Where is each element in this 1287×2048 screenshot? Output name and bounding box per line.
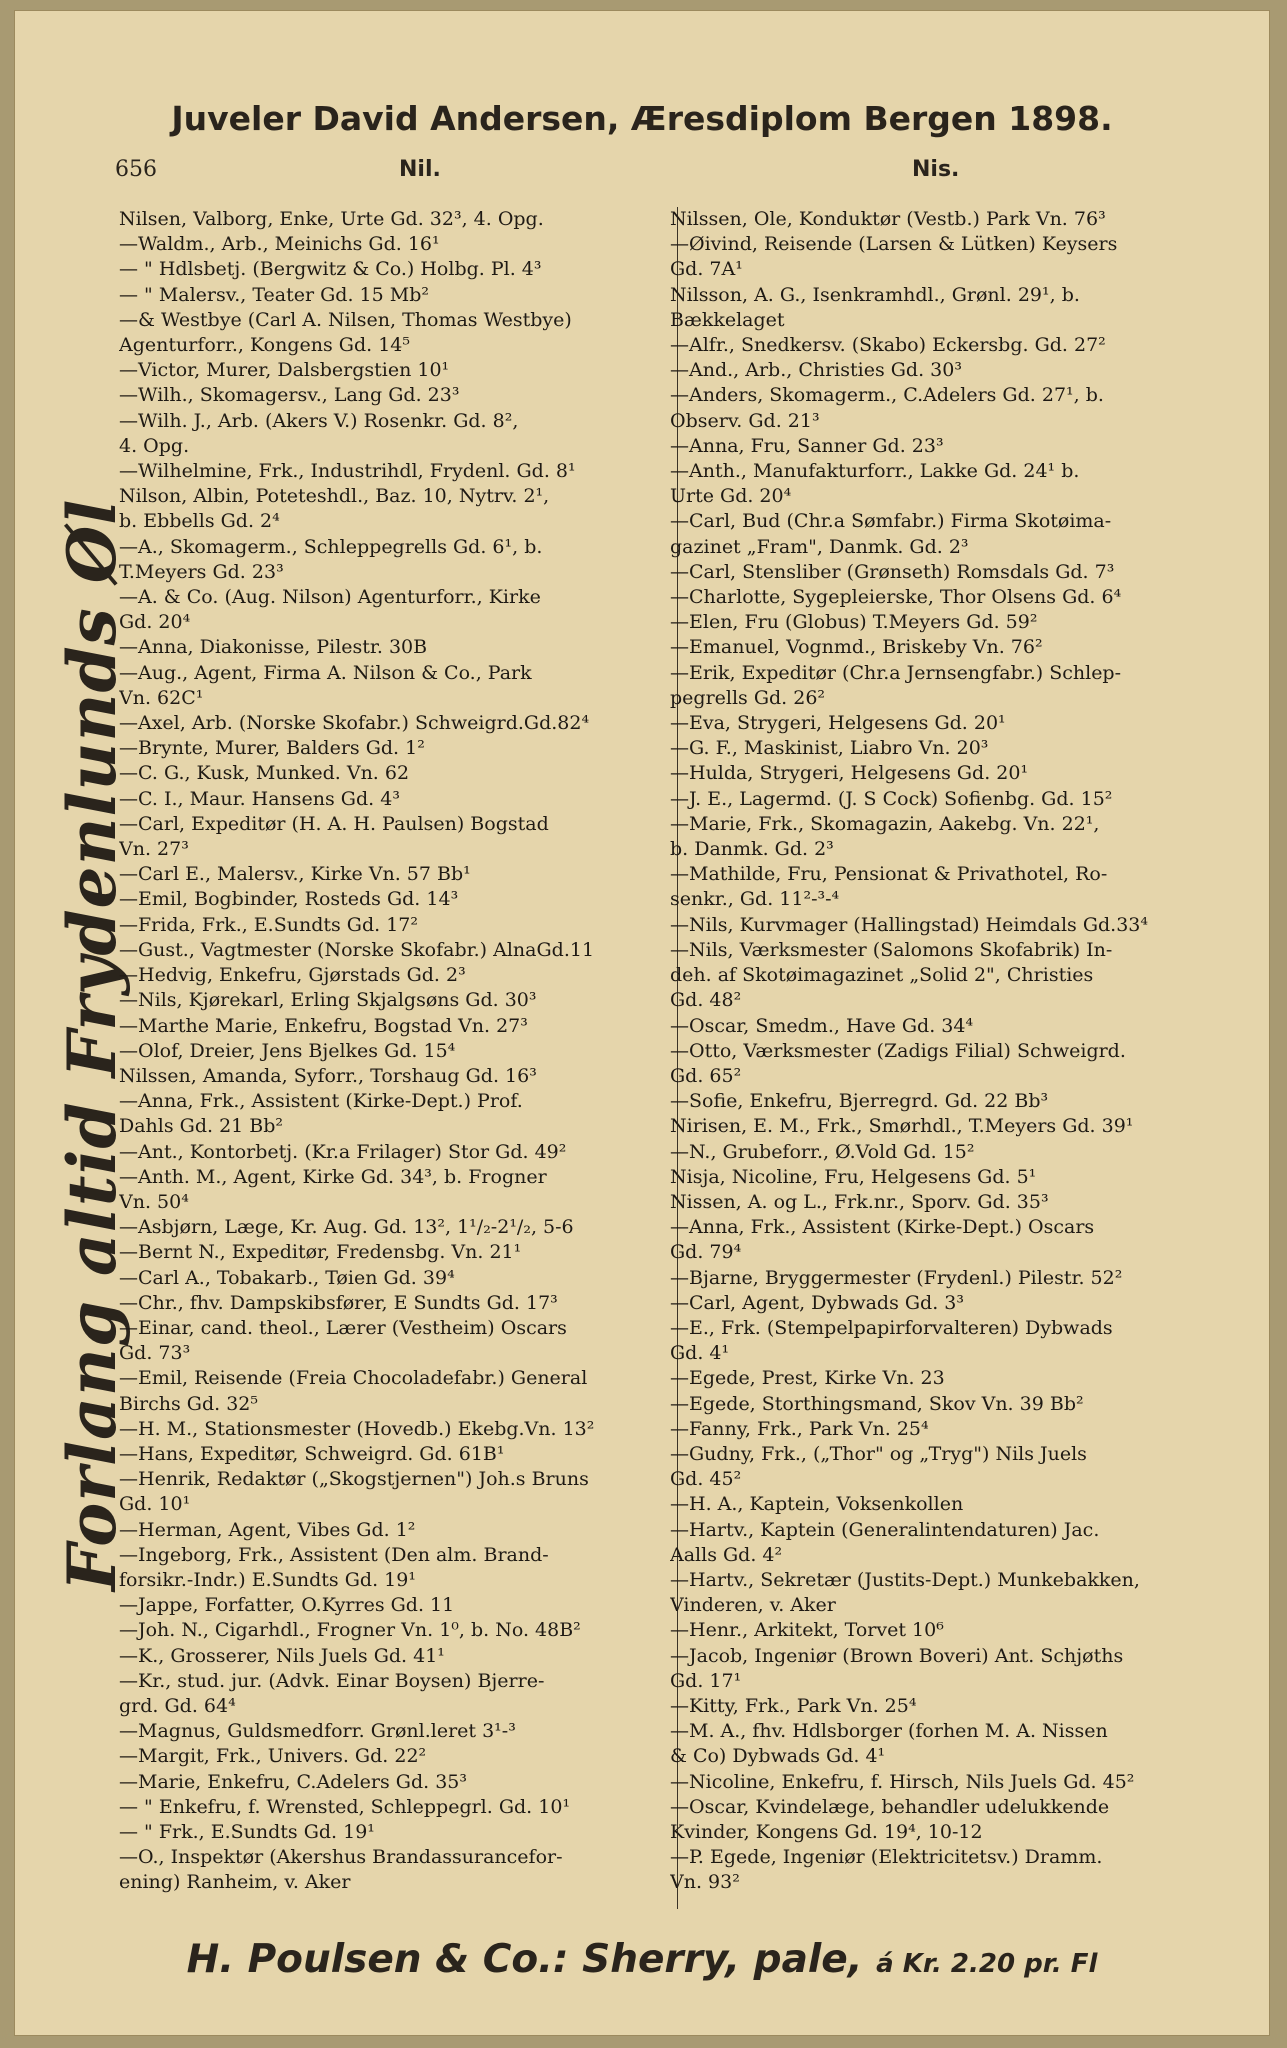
- directory-entry-line: —Carl, Expeditør (H. A. H. Paulsen) Bogstad: [119, 812, 549, 835]
- footer-ad-price: á Kr. 2.20 pr. Fl: [876, 1949, 1098, 1979]
- directory-entry-line: —Jappe, Forfatter, O.Kyrres Gd. 11: [119, 1594, 455, 1617]
- directory-entry-line: Agenturforr., Kongens Gd. 14⁵: [119, 334, 410, 357]
- directory-entry-line: Gd. 73³: [119, 1342, 191, 1365]
- directory-entry-line: —Alfr., Snedkersv. (Skabo) Eckersbg. Gd. 27²: [670, 334, 1106, 357]
- directory-entry-line: —Eva, Strygeri, Helgesens Gd. 20¹: [670, 712, 1006, 735]
- directory-entry-line: Vn. 27³: [119, 838, 189, 861]
- directory-entry-line: b. Danmk. Gd. 2³: [670, 838, 834, 861]
- directory-entry-line: —Joh. N., Cigarhdl., Frogner Vn. 1⁰, b. No. 48B²: [119, 1619, 581, 1642]
- directory-entry-line: —Anna, Frk., Assistent (Kirke-Dept.) Prof.: [119, 1090, 523, 1113]
- directory-entry-line: —Anth. M., Agent, Kirke Gd. 34³, b. Frogner: [119, 1165, 547, 1188]
- directory-entry-line: Gd. 79⁴: [670, 1241, 742, 1264]
- directory-entry-line: —M. A., fhv. Hdlsborger (forhen M. A. Nissen: [670, 1720, 1108, 1743]
- directory-entry-line: Gd. 65²: [670, 1064, 742, 1087]
- directory-entry-line: pegrells Gd. 26²: [670, 686, 826, 709]
- directory-entry-line: —Ingeborg, Frk., Assistent (Den alm. Brand-: [119, 1543, 549, 1566]
- directory-entry-line: —And., Arb., Christies Gd. 30³: [670, 359, 962, 382]
- directory-entry-line: b. Ebbells Gd. 2⁴: [119, 510, 280, 533]
- directory-entry-line: —Charlotte, Sygepleierske, Thor Olsens Gd. 6⁴: [670, 586, 1122, 609]
- directory-entry-line: —Anna, Fru, Sanner Gd. 23³: [670, 434, 944, 457]
- directory-entry-line: —Henrik, Redaktør („Skogstjernen") Joh.s Bruns: [119, 1468, 589, 1491]
- directory-entry-line: —Gust., Vagtmester (Norske Skofabr.) AlnaGd.11: [119, 938, 595, 961]
- directory-entry-line: — " Malersv., Teater Gd. 15 Mb²: [119, 283, 429, 306]
- header-advertisement: Juveler David Andersen, Æresdiplom Bergen 1898.: [171, 99, 1113, 138]
- directory-entry-line: —H. M., Stationsmester (Hovedb.) Ekebg.Vn. 13²: [119, 1417, 595, 1440]
- guideword-right: Nis.: [912, 157, 960, 182]
- directory-entry-line: Aalls Gd. 4²: [670, 1543, 783, 1566]
- directory-entry-line: —Anna, Frk., Assistent (Kirke-Dept.) Oscars: [670, 1216, 1095, 1239]
- directory-entry-line: — " Hdlsbetj. (Bergwitz & Co.) Holbg. Pl. 4³: [119, 258, 542, 281]
- directory-entry-line: —Erik, Expeditør (Chr.a Jernsengfabr.) Schlep-: [670, 661, 1122, 684]
- directory-entry-line: —Hedvig, Enkefru, Gjørstads Gd. 2³: [119, 964, 466, 987]
- directory-entry-line: —Nils, Kurvmager (Hallingstad) Heimdals Gd.33⁴: [670, 913, 1149, 936]
- directory-entry-line: —Otto, Værksmester (Zadigs Filial) Schweigrd.: [670, 1039, 1126, 1062]
- directory-entry-line: Dahls Gd. 21 Bb²: [119, 1115, 284, 1138]
- directory-entry-line: —Emil, Reisende (Freia Chocoladefabr.) General: [119, 1367, 588, 1390]
- directory-entry-line: —Olof, Dreier, Jens Bjelkes Gd. 15⁴: [119, 1039, 456, 1062]
- directory-entry-line: & Co) Dybwads Gd. 4¹: [670, 1745, 886, 1768]
- directory-entry-line: —C. G., Kusk, Munked. Vn. 62: [119, 762, 410, 785]
- directory-entry-line: Vn. 50⁴: [119, 1190, 189, 1213]
- directory-entry-line: —Magnus, Guldsmedforr. Grønl.leret 3¹-³: [119, 1720, 516, 1743]
- directory-entry-line: Birchs Gd. 32⁵: [119, 1392, 259, 1415]
- directory-entry-line: —P. Egede, Ingeniør (Elektricitetsv.) Dramm.: [670, 1846, 1103, 1869]
- directory-entry-line: 4. Opg.: [119, 434, 190, 457]
- directory-entry-line: —C. I., Maur. Hansens Gd. 4³: [119, 787, 400, 810]
- directory-entry-line: —Emil, Bogbinder, Rosteds Gd. 14³: [119, 888, 459, 911]
- directory-entry-line: — " Frk., E.Sundts Gd. 19¹: [119, 1821, 375, 1843]
- directory-entry-line: —Bernt N., Expeditør, Fredensbg. Vn. 21¹: [119, 1241, 522, 1264]
- directory-entry-line: —Marie, Frk., Skomagazin, Aakebg. Vn. 22¹,: [670, 812, 1100, 835]
- directory-entry-line: —Bjarne, Bryggermester (Frydenl.) Pilestr. 52²: [670, 1266, 1123, 1289]
- directory-entry-line: —Anna, Diakonisse, Pilestr. 30B: [119, 636, 428, 659]
- directory-entry-line: Gd. 7A¹: [670, 258, 743, 281]
- directory-entry-line: Nilson, Albin, Poteteshdl., Baz. 10, Nytrv. 2¹,: [119, 485, 550, 508]
- directory-entry-line: —O., Inspektør (Akershus Brandassurancefor-: [119, 1846, 563, 1869]
- directory-entry-line: —Kitty, Frk., Park Vn. 25⁴: [670, 1694, 917, 1717]
- directory-entry-line: —Oscar, Kvindelæge, behandler udelukkende: [670, 1795, 1110, 1818]
- directory-entry-line: —Einar, cand. theol., Lærer (Vestheim) Oscars: [119, 1316, 567, 1339]
- directory-entry-line: —Anders, Skomagerm., C.Adelers Gd. 27¹, b.: [670, 384, 1104, 407]
- directory-entry-line: Bækkelaget: [670, 308, 785, 331]
- directory-entry-line: Gd. 20⁴: [119, 611, 191, 634]
- directory-entry-line: —N., Grubeforr., Ø.Vold Gd. 15²: [670, 1140, 975, 1163]
- directory-entry-line: —Victor, Murer, Dalsbergstien 10¹: [119, 359, 450, 382]
- page-number: 656: [115, 157, 157, 182]
- directory-entry-line: —Emanuel, Vognmd., Briskeby Vn. 76²: [670, 636, 1043, 659]
- side-advertisement: Forlang altid Frydenlunds Øl: [53, 498, 131, 1591]
- directory-entry-line: —Carl A., Tobakarb., Tøien Gd. 39⁴: [119, 1266, 455, 1289]
- directory-entry-line: —Nicoline, Enkefru, f. Hirsch, Nils Juels Gd. 45²: [670, 1770, 1135, 1793]
- directory-entry-line: T.Meyers Gd. 23³: [119, 560, 284, 583]
- directory-entry-line: —H. A., Kaptein, Voksenkollen: [670, 1493, 964, 1516]
- directory-entry-line: —Hartv., Kaptein (Generalintendaturen) Jac.: [670, 1518, 1100, 1541]
- directory-entry-line: —Chr., fhv. Dampskibsfører, E Sundts Gd. 17³: [119, 1291, 558, 1314]
- directory-entry-line: —Egede, Storthingsmand, Skov Vn. 39 Bb²: [670, 1392, 1084, 1415]
- directory-entry-line: —A. & Co. (Aug. Nilson) Agenturforr., Kirke: [119, 586, 541, 609]
- directory-page: [14, 10, 1270, 2036]
- directory-entry-line: —Kr., stud. jur. (Advk. Einar Boysen) Bjerre-: [119, 1669, 545, 1692]
- directory-entry-line: Observ. Gd. 21³: [670, 409, 820, 432]
- right-column: [670, 207, 1230, 1896]
- directory-entry-line: gazinet „Fram", Danmk. Gd. 2³: [670, 535, 969, 558]
- directory-entry-line: —Henr., Arkitekt, Torvet 10⁶: [670, 1619, 944, 1642]
- directory-entry-line: —E., Frk. (Stempelpapirforvalteren) Dybwads: [670, 1316, 1113, 1339]
- directory-entry-line: —Marie, Enkefru, C.Adelers Gd. 35³: [119, 1770, 467, 1793]
- directory-entry-line: —Waldm., Arb., Meinichs Gd. 16¹: [119, 233, 440, 256]
- directory-entry-line: deh. af Skotøimagazinet „Solid 2", Christies: [670, 964, 1094, 987]
- directory-entry-line: —Wilh., Skomagersv., Lang Gd. 23³: [119, 384, 460, 407]
- directory-entry-line: —Frida, Frk., E.Sundts Gd. 17²: [119, 913, 419, 936]
- directory-entry-line: Nilsen, Valborg, Enke, Urte Gd. 32³, 4. Opg.: [119, 208, 544, 230]
- directory-entry-line: —G. F., Maskinist, Liabro Vn. 20³: [670, 737, 989, 760]
- guideword-left: Nil.: [399, 157, 441, 182]
- left-column: [119, 207, 675, 1896]
- directory-entry-line: —Fanny, Frk., Park Vn. 25⁴: [670, 1417, 929, 1440]
- footer-advertisement: [15, 1937, 1269, 1982]
- directory-entry-line: Nilsson, A. G., Isenkramhdl., Grønl. 29¹, b.: [670, 283, 1080, 306]
- directory-entry-line: Vn. 62C¹: [119, 686, 204, 709]
- directory-entry-line: —Carl, Agent, Dybwads Gd. 3³: [670, 1291, 964, 1314]
- directory-entry-line: Nilssen, Ole, Konduktør (Vestb.) Park Vn. 76³: [670, 208, 1106, 230]
- directory-entry-line: —Hans, Expeditør, Schweigrd. Gd. 61B¹: [119, 1442, 505, 1465]
- directory-entry-line: Nissen, A. og L., Frk.nr., Sporv. Gd. 35³: [670, 1190, 1049, 1213]
- directory-entry-line: Gd. 45²: [670, 1468, 742, 1491]
- footer-ad-main: H. Poulsen & Co.: Sherry, pale,: [186, 1937, 863, 1982]
- directory-entry-line: —Hartv., Sekretær (Justits-Dept.) Munkebakken,: [670, 1568, 1140, 1591]
- directory-entry-line: —Egede, Prest, Kirke Vn. 23: [670, 1367, 945, 1390]
- directory-entry-line: —Sofie, Enkefru, Bjerregrd. Gd. 22 Bb³: [670, 1090, 1049, 1113]
- directory-entry-line: — " Enkefru, f. Wrensted, Schleppegrl. Gd. 10¹: [119, 1795, 571, 1818]
- directory-entry-line: —Brynte, Murer, Balders Gd. 1²: [119, 737, 425, 760]
- directory-entry-line: Gd. 48²: [670, 989, 742, 1012]
- directory-entry-line: Gd. 10¹: [119, 1493, 191, 1516]
- directory-entry-line: —Carl, Stensliber (Grønseth) Romsdals Gd. 7³: [670, 560, 1115, 583]
- directory-entry-line: —Aug., Agent, Firma A. Nilson & Co., Park: [119, 661, 532, 684]
- directory-entry-line: Vinderen, v. Aker: [670, 1594, 836, 1617]
- directory-entry-line: —Nils, Kjørekarl, Erling Skjalgsøns Gd. 30³: [119, 989, 537, 1012]
- directory-entry-line: —Herman, Agent, Vibes Gd. 1²: [119, 1518, 416, 1541]
- directory-entry-line: —Øivind, Reisende (Larsen & Lütken) Keysers: [670, 233, 1118, 256]
- directory-entry-line: —Ant., Kontorbetj. (Kr.a Frilager) Stor Gd. 49²: [119, 1140, 567, 1163]
- directory-entry-line: —Asbjørn, Læge, Kr. Aug. Gd. 13², 1¹/₂-2¹/₂, 5-6: [119, 1216, 574, 1239]
- directory-entry-line: —Gudny, Frk., („Thor" og „Tryg") Nils Juels: [670, 1442, 1087, 1465]
- directory-entry-line: —Elen, Fru (Globus) T.Meyers Gd. 59²: [670, 611, 1038, 634]
- directory-entry-line: Kvinder, Kongens Gd. 19⁴, 10-12: [670, 1821, 983, 1843]
- directory-entry-line: —Oscar, Smedm., Have Gd. 34⁴: [670, 1014, 974, 1037]
- directory-entry-line: Nilssen, Amanda, Syforr., Torshaug Gd. 16³: [119, 1064, 537, 1087]
- directory-entry-line: —Wilhelmine, Frk., Industrihdl, Frydenl. Gd. 8¹: [119, 460, 576, 483]
- directory-entry-line: —Hulda, Strygeri, Helgesens Gd. 20¹: [670, 762, 1029, 785]
- directory-entry-line: senkr., Gd. 11²-³-⁴: [670, 888, 840, 911]
- directory-entry-line: —& Westbye (Carl A. Nilsen, Thomas Westbye): [119, 308, 572, 331]
- directory-entry-line: —Carl E., Malersv., Kirke Vn. 57 Bb¹: [119, 863, 471, 886]
- directory-entry-line: —J. E., Lagermd. (J. S Cock) Sofienbg. Gd. 15²: [670, 787, 1113, 810]
- directory-entry-line: Gd. 17¹: [670, 1669, 742, 1692]
- directory-entry-line: —Wilh. J., Arb. (Akers V.) Rosenkr. Gd. 8²,: [119, 409, 519, 432]
- directory-entry-line: —Anth., Manufakturforr., Lakke Gd. 24¹ b.: [670, 460, 1080, 483]
- directory-entry-line: Nisja, Nicoline, Fru, Helgesens Gd. 5¹: [670, 1165, 1037, 1188]
- directory-entry-line: —Carl, Bud (Chr.a Sømfabr.) Firma Skotøima-: [670, 510, 1112, 533]
- directory-entry-line: —Margit, Frk., Univers. Gd. 22²: [119, 1745, 427, 1768]
- directory-entry-line: Gd. 4¹: [670, 1342, 730, 1365]
- directory-entry-line: —A., Skomagerm., Schleppegrells Gd. 6¹, b.: [119, 535, 543, 558]
- directory-entry-line: grd. Gd. 64⁴: [119, 1694, 236, 1717]
- directory-entry-line: ening) Ranheim, v. Aker: [119, 1871, 351, 1894]
- directory-entry-line: —K., Grosserer, Nils Juels Gd. 41¹: [119, 1644, 445, 1667]
- directory-entry-line: forsikr.-Indr.) E.Sundts Gd. 19¹: [119, 1568, 416, 1591]
- directory-entry-line: —Mathilde, Fru, Pensionat & Privathotel, Ro-: [670, 863, 1108, 886]
- directory-entry-line: —Jacob, Ingeniør (Brown Boveri) Ant. Schjøths: [670, 1644, 1124, 1667]
- directory-entry-line: Urte Gd. 20⁴: [670, 485, 792, 508]
- directory-entry-line: —Marthe Marie, Enkefru, Bogstad Vn. 27³: [119, 1014, 528, 1037]
- directory-entry-line: —Nils, Værksmester (Salomons Skofabrik) In-: [670, 938, 1113, 961]
- directory-entry-line: Vn. 93²: [670, 1871, 740, 1894]
- directory-entry-line: —Axel, Arb. (Norske Skofabr.) Schweigrd.Gd.82⁴: [119, 712, 590, 735]
- directory-entry-line: Nirisen, E. M., Frk., Smørhdl., T.Meyers Gd. 39¹: [670, 1115, 1134, 1138]
